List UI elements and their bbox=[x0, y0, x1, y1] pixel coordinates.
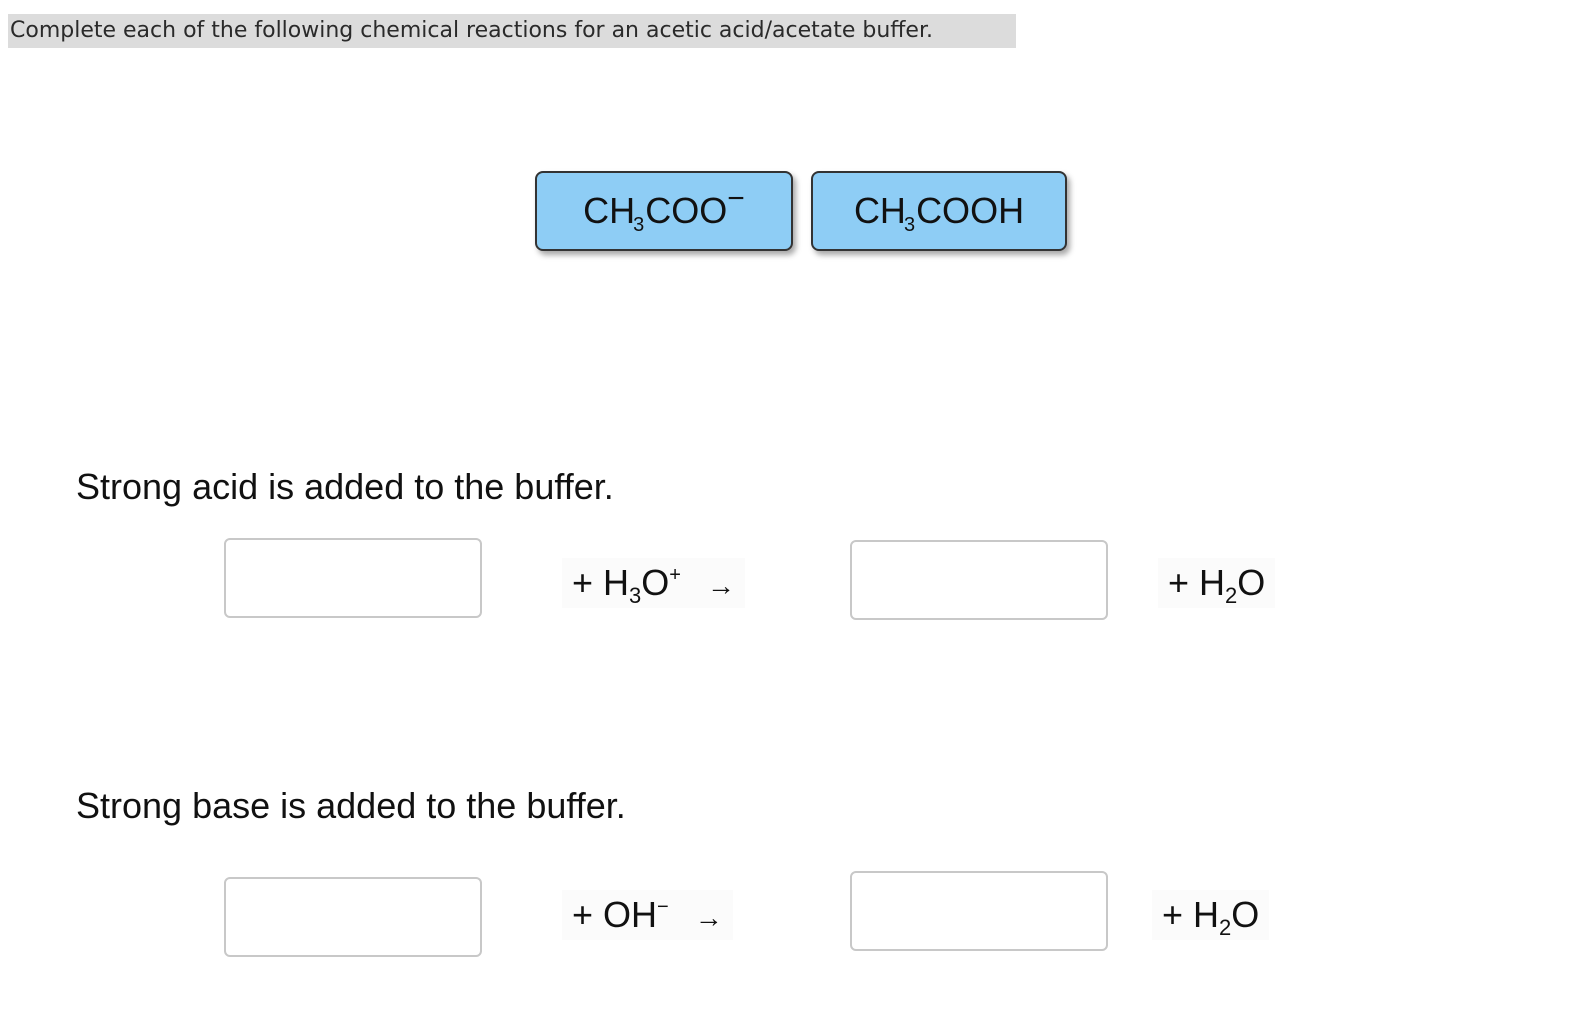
water-rest: O bbox=[1231, 894, 1260, 935]
chip-acetate-sub: 3 bbox=[633, 213, 645, 236]
chip-acid-base: CH bbox=[853, 190, 906, 231]
reaction-arrow-icon: → bbox=[706, 570, 735, 601]
water-sub: 2 bbox=[1225, 583, 1238, 608]
hydroxide-charge: − bbox=[657, 896, 669, 918]
base-product-term bbox=[1152, 890, 1269, 940]
instruction-text: Complete each of the following chemical reactions for an acetic acid/acetate buffer. bbox=[8, 14, 1016, 48]
reaction-arrow-icon: → bbox=[694, 902, 723, 933]
acetate-answer-chip[interactable] bbox=[535, 171, 793, 251]
acid-reactant-dropzone[interactable] bbox=[224, 538, 482, 618]
hydronium-sub: 3 bbox=[629, 583, 642, 608]
chip-acid-sub: 3 bbox=[903, 213, 916, 236]
chip-acetate-rest: COO bbox=[645, 190, 728, 231]
strong-base-prompt: Strong base is added to the buffer. bbox=[76, 785, 626, 826]
base-product-dropzone[interactable] bbox=[850, 871, 1108, 951]
water-plus: + H bbox=[1168, 562, 1226, 603]
hydronium-rest: O bbox=[641, 562, 670, 603]
water-sub: 2 bbox=[1219, 915, 1232, 940]
acid-product-dropzone[interactable] bbox=[850, 540, 1108, 620]
hydronium-charge: + bbox=[669, 564, 681, 586]
acid-reactant-term bbox=[562, 558, 745, 608]
chip-acetate-base: CH bbox=[583, 190, 636, 231]
hydronium-plus: + H bbox=[572, 562, 630, 603]
hydroxide-plus: + OH bbox=[572, 894, 658, 935]
water-rest: O bbox=[1237, 562, 1266, 603]
acetic-acid-answer-chip[interactable] bbox=[811, 171, 1067, 251]
water-plus: + H bbox=[1162, 894, 1220, 935]
base-reactant-dropzone[interactable] bbox=[224, 877, 482, 957]
chip-acid-rest: COOH bbox=[916, 190, 1025, 231]
base-reactant-term bbox=[562, 890, 733, 940]
acid-product-term bbox=[1158, 558, 1275, 608]
chip-acetate-charge: − bbox=[727, 182, 745, 215]
strong-acid-prompt: Strong acid is added to the buffer. bbox=[76, 466, 614, 507]
